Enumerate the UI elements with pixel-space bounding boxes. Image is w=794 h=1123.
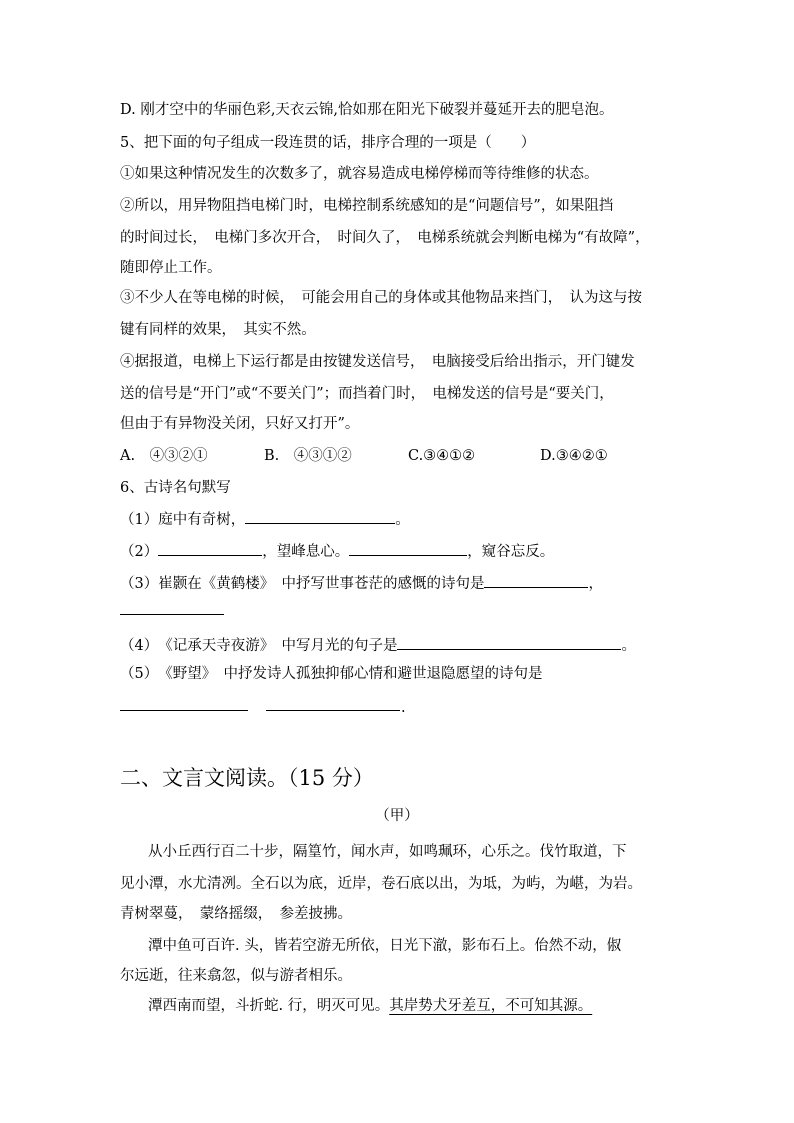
item-4-end: 。 (621, 638, 636, 654)
question-5-sentence-2-line-3: 随即停止工作。 (120, 260, 222, 276)
answer-line[interactable] (120, 614, 224, 615)
item-2-number: （2） (120, 544, 159, 560)
question-5-sentence-3-line-1: ③不少人在等电梯的时候， 可能会用自己的身体或其他物品来挡门， 认为这与按 (120, 290, 642, 306)
question-6-stem: 6、古诗名句默写 (120, 480, 231, 496)
question-5-sentence-2-line-1: ②所以，用异物阻挡电梯门时，电梯控制系统感知的是“问题信号”，如果阻挡 (120, 198, 614, 214)
paragraph-3-text: 潭西南而望，斗折蛇. 行，明灭可见。 (148, 998, 390, 1014)
question-5-stem: 5、把下面的句子组成一段连贯的话，排序合理的一项是（ ） (120, 135, 536, 151)
underlined-sentence: 其岸势犬牙差互，不可知其源。 (389, 998, 593, 1014)
question-5-option-a: A. ④③②① (120, 448, 208, 464)
item-3-prompt: （3）崔颢在《黄鹤楼》 中抒写世事苍茫的感慨的诗句是 (120, 576, 485, 592)
passage-paragraph-2-line-2: 尔远逝，往来翕忽，似与游者相乐。 (120, 968, 352, 984)
question-5-sentence-4-line-2: 送的信号是“开门”或“不要关门”；而挡着门时， 电梯发送的信号是“要关门， (120, 386, 614, 402)
question-6-item-5: （5） 《野望》 中抒发诗人孤独抑郁心情和避世退隐愿望的诗句是 (120, 666, 543, 682)
item-2-end: ，窥谷忘反。 (467, 544, 555, 560)
item-4-prompt: （4） 《记承天寺夜游》 中写月光的句子是 (120, 638, 398, 654)
question-5-sentence-2-line-2: 的时间过长， 电梯门多次开合， 时间久了， 电梯系统就会判断电梯为“有故障”， (120, 230, 650, 246)
answer-line[interactable] (120, 710, 248, 711)
question-5-sentence-3-line-2: 键有同样的效果， 其实不然。 (120, 322, 316, 338)
question-5-option-c: C.③④①② (408, 448, 476, 464)
question-6-item-1 (120, 508, 410, 530)
passage-paragraph-1-line-2: 见小潭，水尤清冽。全石以为底，近岸，卷石底以出，为坻，为屿，为嵁，为岩。 (120, 876, 642, 892)
answer-blank[interactable] (245, 508, 395, 524)
question-6-item-4 (120, 634, 636, 656)
passage-paragraph-1-line-1: 从小丘西行百二十步，隔篁竹，闻水声，如鸣珮环，心乐之。伐竹取道，下 (148, 844, 627, 860)
item-2-mid: ，望峰息心。 (262, 544, 350, 560)
answer-blank[interactable] (484, 572, 588, 588)
question-4-option-d: D. 刚才空中的华丽色彩,天衣云锦,恰如那在阳光下破裂并蔓延开去的肥皂泡。 (120, 102, 614, 118)
answer-blank[interactable] (349, 540, 467, 556)
question-5-option-d: D.③④②① (540, 448, 608, 464)
answer-blank[interactable] (397, 634, 621, 650)
passage-label: （甲） (375, 808, 419, 824)
section-2-heading: 二、文言文阅读。（15 分） (120, 766, 374, 790)
question-5-sentence-4-line-3: 但由于有异物没关闭，只好又打开”。 (120, 416, 360, 432)
answer-blank[interactable] (158, 540, 262, 556)
item-3-comma: ， (588, 576, 603, 592)
question-5-sentence-4-line-1: ④据报道，电梯上下运行都是由按键发送信号， 电脑接受后给出指示，开门键发 (120, 354, 635, 370)
question-6-item-2 (120, 540, 554, 562)
question-5-sentence-1: ①如果这种情况发生的次数多了，就容易造成电梯停梯而等待维修的状态。 (120, 166, 599, 182)
question-5-option-b: B. ④③①② (264, 448, 352, 464)
passage-paragraph-2-line-1: 潭中鱼可百许. 头，皆若空游无所依，日光下澈，影布石上。佁然不动，俶 (148, 938, 622, 954)
item-1-prompt: （1）庭中有奇树， (120, 512, 246, 528)
item-5-end-mark: . (401, 700, 406, 716)
passage-paragraph-3 (148, 996, 592, 1016)
answer-line[interactable] (266, 710, 400, 711)
passage-paragraph-1-line-3: 青树翠蔓， 蒙络摇缀， 参差披拂。 (120, 906, 352, 922)
question-6-item-3 (120, 572, 603, 594)
item-1-end: 。 (395, 512, 410, 528)
